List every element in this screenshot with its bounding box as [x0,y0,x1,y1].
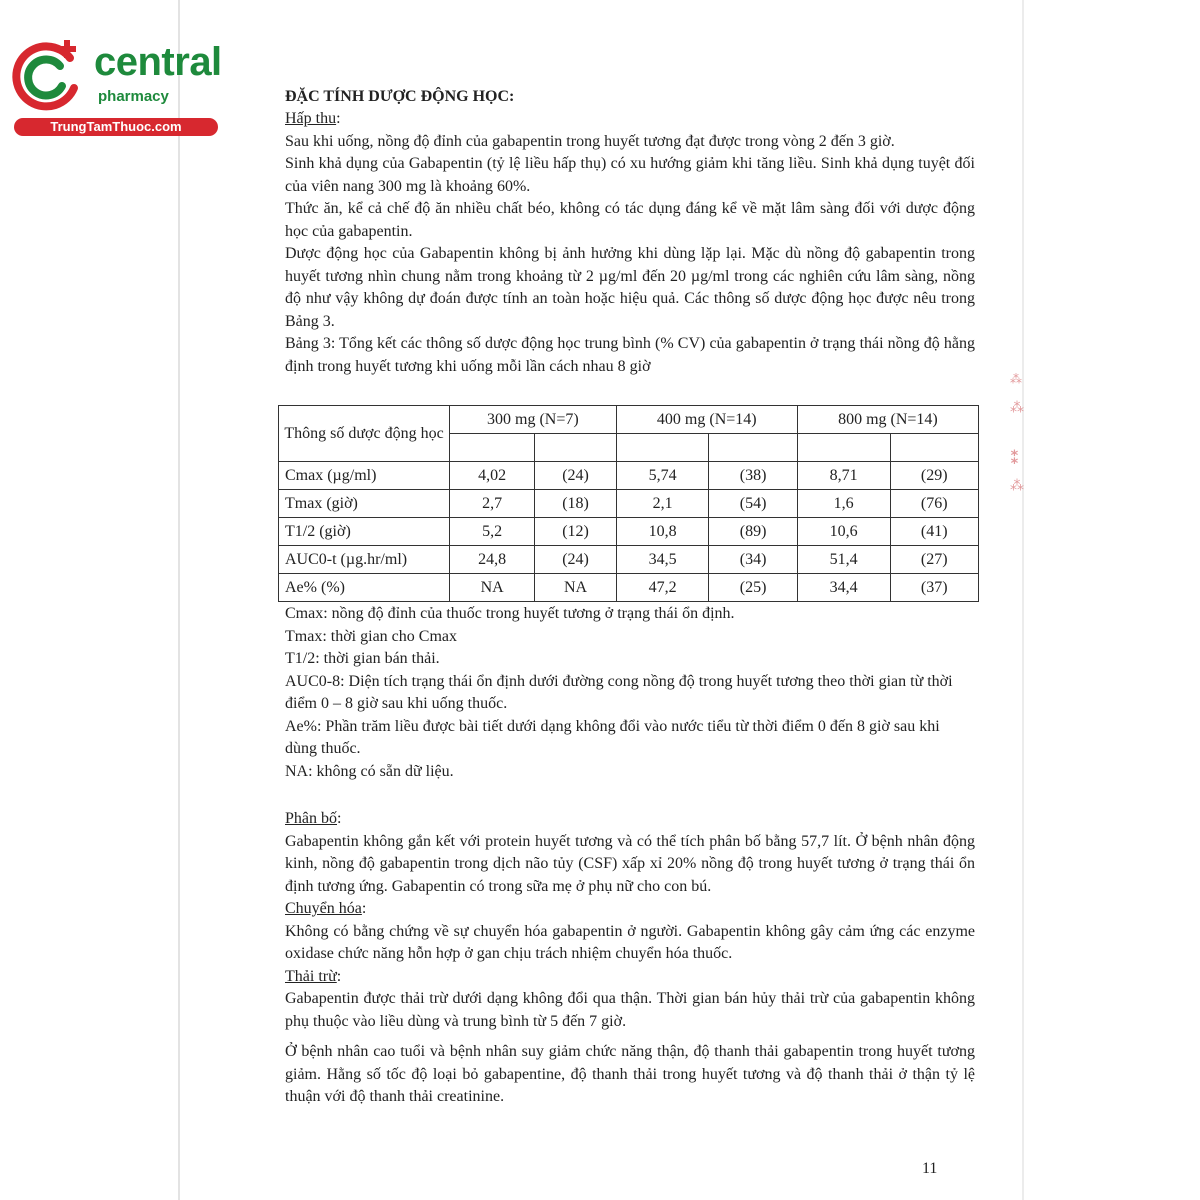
scan-margin-left [0,0,178,1200]
table-cell: 4,02 [450,462,535,490]
table-cell: (89) [709,518,797,546]
table-cell: (41) [890,518,978,546]
table-cell: 1,6 [797,490,890,518]
table-cell: (37) [890,574,978,602]
table-cell: (24) [535,462,616,490]
table-cell: 10,8 [616,518,709,546]
table-cell: 5,74 [616,462,709,490]
table-cell: 24,8 [450,546,535,574]
page-edge-left [178,0,180,1200]
table-cell: (34) [709,546,797,574]
table-cell: (76) [890,490,978,518]
table-cell: 34,4 [797,574,890,602]
note-line: AUC0-8: Diện tích trạng thái ổn định dưới đường cong nồng độ trong huyết tương theo thời gian từ thời điểm 0 – 8 giờ sau khi uống thuốc. [285,672,953,712]
subheader-cell [709,434,797,462]
param-header: Thông số dược động học [279,406,450,462]
page-number: 11 [922,1160,938,1177]
table-cell: 5,2 [450,518,535,546]
table-cell: (27) [890,546,978,574]
document-body [285,86,975,378]
row-param: Ae% (%) [279,574,450,602]
subheader-cell [890,434,978,462]
table-row [279,546,979,574]
distribution-subtitle-line [285,808,975,831]
scan-margin-right [1024,0,1200,1200]
row-param: Tmax (giờ) [279,490,450,518]
metabolism-colon: : [361,900,367,917]
table-row [279,574,979,602]
dose-header: 800 mg (N=14) [797,406,978,434]
table-cell: NA [535,574,616,602]
stamp-mark-3: ⁑ [1010,448,1020,469]
section-heading: ĐẶC TÍNH DƯỢC ĐỘNG HỌC: [285,88,515,105]
note-line: NA: không có sẵn dữ liệu. [285,762,454,780]
absorption-paragraph: Sau khi uống, nồng độ đỉnh của gabapentin trong huyết tương đạt được trong vòng 2 đến 3 giờ. [285,132,895,150]
table-cell: 8,71 [797,462,890,490]
pk-table [278,405,979,602]
table-cell: 10,6 [797,518,890,546]
absorption-subtitle: Hấp thu [285,110,337,127]
pk-sections [285,808,975,1109]
note-line: Ae%: Phần trăm liều được bài tiết dưới dạng không đổi vào nước tiểu từ thời điểm 0 đến 8 giờ sau khi dùng thuốc. [285,717,940,757]
table-cell: 47,2 [616,574,709,602]
row-param: Cmax (µg/ml) [279,462,450,490]
paragraph-gap [285,1033,975,1041]
table-cell: 51,4 [797,546,890,574]
elimination-paragraph: Gabapentin được thải trừ dưới dạng không đổi qua thận. Thời gian bán hủy thải trừ của gabapentin không phụ thuộc vào liều dùng và trung bình từ 5 đến 7 giờ. [285,990,975,1030]
elimination-subtitle-line [285,966,975,989]
metabolism-subtitle: Chuyển hóa [285,900,362,917]
table-row [279,490,979,518]
metabolism-paragraph: Không có bằng chứng về sự chuyển hóa gabapentin ở người. Gabapentin không gây cảm ứng các enzyme oxidase chức năng hỗn hợp ở gan chịu trách nhiệm chuyển hóa thuốc. [285,922,975,962]
note-line: Tmax: thời gian cho Cmax [285,627,457,645]
absorption-subtitle-line [285,108,975,131]
table-cell: 34,5 [616,546,709,574]
stamp-mark-2: ⁂ [1010,400,1024,416]
table-cell: (54) [709,490,797,518]
logo-sub: pharmacy [98,88,169,105]
distribution-subtitle: Phân bố [285,810,337,827]
dose-header: 300 mg (N=7) [450,406,617,434]
table-cell: 2,1 [616,490,709,518]
subheader-cell [450,434,535,462]
subheader-cell [616,434,709,462]
metabolism-subtitle-line [285,898,975,921]
row-param: AUC0-t (µg.hr/ml) [279,546,450,574]
table-row [279,518,979,546]
subheader-cell [797,434,890,462]
table-cell: NA [450,574,535,602]
distribution-colon: : [337,810,342,827]
stamp-mark-4: ⁂ [1010,478,1024,494]
table-cell: (38) [709,462,797,490]
table-header-row [279,406,979,434]
table-cell: (25) [709,574,797,602]
table-cell: 2,7 [450,490,535,518]
elimination-colon: : [336,967,342,985]
table-caption: Bảng 3: Tổng kết các thông số dược động học trung bình (% CV) của gabapentin ở trạng thái nồng độ hằng định trong huyết tương khi uống mỗi lần cách nhau 8 giờ [285,335,975,375]
elimination-subtitle: Thải trừ [285,967,337,985]
note-line: Cmax: nồng độ đỉnh của thuốc trong huyết tương ở trạng thái ổn định. [285,605,735,622]
table-cell: (29) [890,462,978,490]
table-cell: (12) [535,518,616,546]
table-row [279,462,979,490]
table-cell: (24) [535,546,616,574]
central-pharmacy-logo[interactable] [8,36,222,136]
table-notes [285,603,975,783]
elimination-paragraph-2: Ở bệnh nhân cao tuổi và bệnh nhân suy giảm chức năng thận, độ thanh thải gabapentin trong huyết tương giảm. Hằng số tốc độ loại bỏ gabapentine, độ thanh thải trong huyết tương và độ thanh thải ở thận tỷ lệ thuận với độ thanh thải creatinine. [285,1043,975,1105]
table-cell: (18) [535,490,616,518]
stamp-mark-1: ⁂ [1010,372,1022,386]
note-line: T1/2: thời gian bán thải. [285,650,440,667]
absorption-paragraph: Sinh khả dụng của Gabapentin (tỷ lệ liều hấp thụ) có xu hướng giảm khi tăng liều. Sinh khả dụng tuyệt đối của viên nang 300 mg là khoảng 60%. [285,155,975,195]
subheader-cell [535,434,616,462]
logo-c-icon [8,36,88,116]
absorption-paragraph: Dược động học của Gabapentin không bị ảnh hưởng khi dùng lặp lại. Mặc dù nồng độ gabapentin trong huyết tương nhìn chung nằm trong khoảng từ 2 µg/ml đến 20 µg/ml trong các nghiên cứu lâm sàng, nồng độ như vậy không dự đoán được tính an toàn hoặc hiệu quả. Các thông số dược động học được nêu trong Bảng 3. [285,245,975,330]
distribution-paragraph: Gabapentin không gắn kết với protein huyết tương và có thể tích phân bố bằng 57,7 lít. Ở bệnh nhân động kinh, nồng độ gabapentin trong dịch não tủy (CSF) xấp xỉ 20% nồng độ trong huyết tương ở trạng thái ổn định tương ứng. Gabapentin có trong sữa mẹ ở phụ nữ cho con bú. [285,832,975,895]
absorption-colon: : [336,110,341,127]
absorption-paragraph: Thức ăn, kể cả chế độ ăn nhiều chất béo, không có tác dụng đáng kể về mặt lâm sàng đối với dược động học của gabapentin. [285,200,975,240]
dose-header: 400 mg (N=14) [616,406,797,434]
row-param: T1/2 (giờ) [279,518,450,546]
logo-site-bar[interactable]: TrungTamThuoc.com [14,118,218,136]
logo-name: central [94,40,222,84]
